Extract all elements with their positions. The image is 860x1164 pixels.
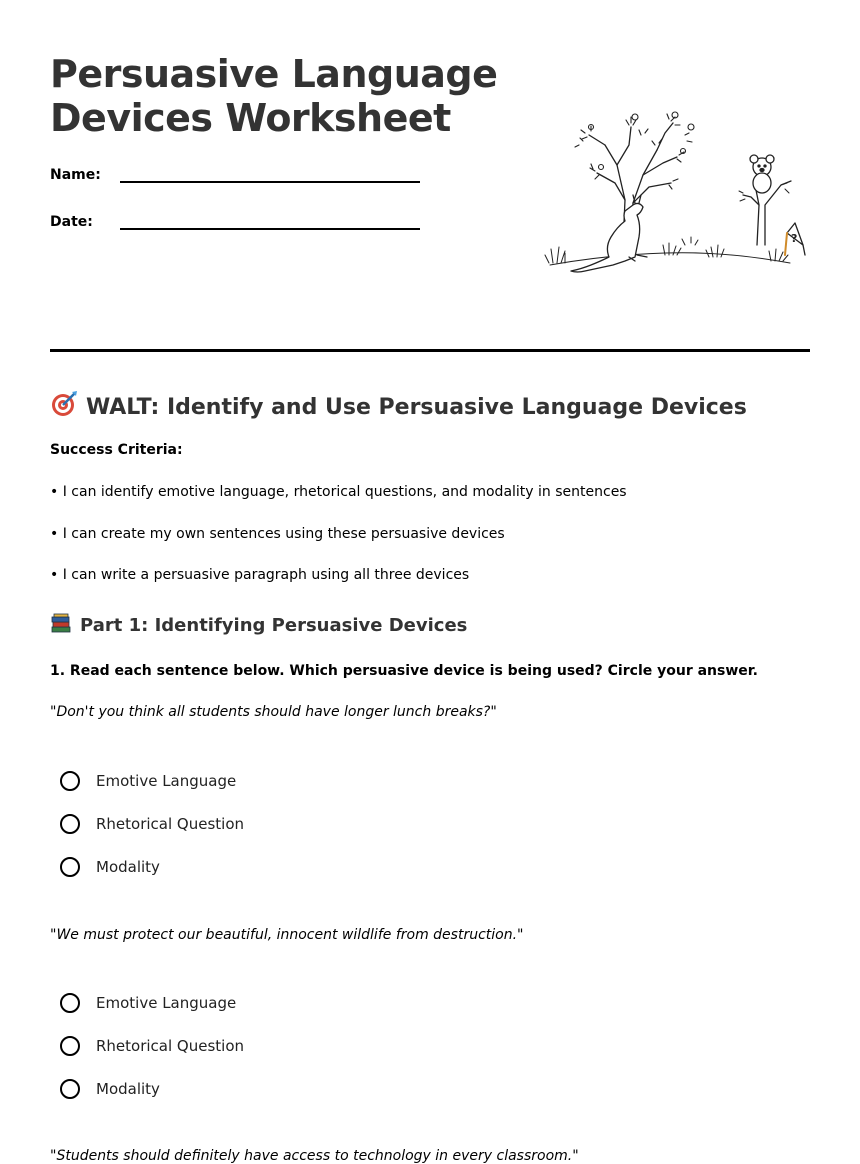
q2-option-modality[interactable] [60,1076,160,1102]
criteria-item: • I can create my own sentences using these persuasive devices [50,526,505,542]
walt-heading [50,390,747,424]
date-field[interactable] [50,214,470,244]
radio-circle[interactable] [60,993,80,1013]
option-label: Modality [96,1080,160,1098]
criteria-item: • I can write a persuasive paragraph using all three devices [50,567,470,583]
q2-option-rhetorical[interactable] [60,1033,244,1059]
question-1-quote: "Don't you think all students should have longer lunch breaks?" [50,704,497,720]
australian-bush-illustration [545,105,798,285]
success-criteria-label: Success Criteria: [50,442,183,458]
radio-circle[interactable] [60,1079,80,1099]
sign-question-mark: ? [791,232,798,245]
name-line[interactable] [120,181,420,183]
radio-circle[interactable] [60,857,80,877]
books-icon [50,612,72,639]
question-instruction: 1. Read each sentence below. Which persuasive device is being used? Circle your answer. [50,663,758,679]
title-line-1: Persuasive Language [50,52,498,96]
option-label: Emotive Language [96,772,237,790]
q2-option-emotive[interactable] [60,990,236,1016]
title-line-2: Devices Worksheet [50,96,451,140]
option-label: Rhetorical Question [96,1037,245,1055]
date-line[interactable] [120,228,420,230]
q1-option-rhetorical[interactable] [60,811,244,837]
part1-heading-text: Part 1: Identifying Persuasive Devices [80,615,468,636]
question-3-quote: "Students should definitely have access to technology in every classroom." [50,1148,579,1164]
q1-option-emotive[interactable] [60,768,236,794]
question-2-quote: "We must protect our beautiful, innocent wildlife from destruction." [50,927,524,943]
name-label: Name: [50,167,101,183]
date-label: Date: [50,214,93,230]
criteria-item: • I can identify emotive language, rhetorical questions, and modality in sentences [50,484,627,500]
walt-heading-text: WALT: Identify and Use Persuasive Language Devices [86,394,747,420]
page-title [50,52,520,140]
radio-circle[interactable] [60,771,80,791]
option-label: Emotive Language [96,994,237,1012]
option-label: Rhetorical Question [96,815,245,833]
radio-circle[interactable] [60,1036,80,1056]
option-label: Modality [96,858,160,876]
section-divider [50,349,810,352]
part1-heading [50,612,467,639]
name-field[interactable] [50,167,470,197]
radio-circle[interactable] [60,814,80,834]
target-dart-icon [50,390,78,424]
q1-option-modality[interactable] [60,854,160,880]
